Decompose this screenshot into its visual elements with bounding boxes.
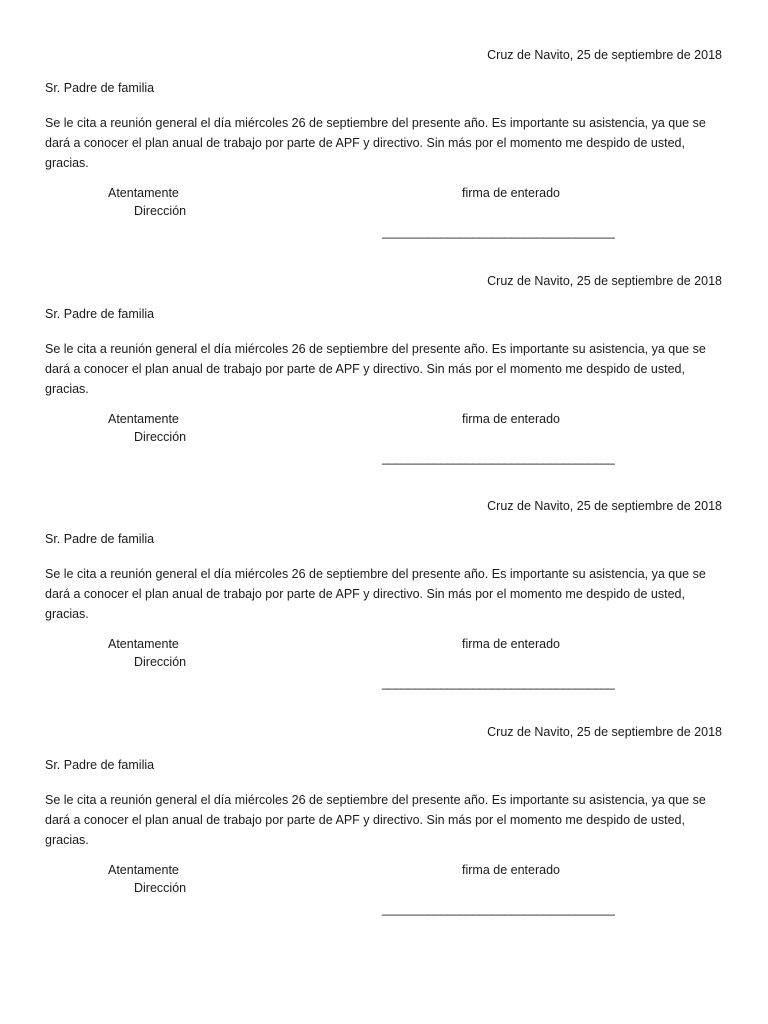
notice-body: Se le cita a reunión general el día miércoles 26 de septiembre del presente año. Es importante su asistencia, ya que se dará a conocer el plan anual de trabajo por parte de APF y directivo. Sin más por el momento me despido de usted, gracias. bbox=[45, 342, 706, 396]
sender: Dirección bbox=[134, 430, 187, 444]
meeting-notice bbox=[0, 498, 768, 724]
date-line: Cruz de Navito, 25 de septiembre de 2018 bbox=[487, 48, 722, 62]
meeting-notice bbox=[0, 47, 768, 273]
notice-body: Se le cita a reunión general el día miércoles 26 de septiembre del presente año. Es importante su asistencia, ya que se dará a conocer el plan anual de trabajo por parte de APF y directivo. Sin más por el momento me despido de usted, gracias. bbox=[45, 116, 706, 170]
closing: Atentamente bbox=[108, 186, 179, 200]
signature-label: firma de enterado bbox=[462, 412, 560, 426]
signature-line: ____________________________________ bbox=[382, 902, 615, 916]
closing: Atentamente bbox=[108, 412, 179, 426]
sender: Dirección bbox=[134, 204, 187, 218]
meeting-notice bbox=[0, 724, 768, 950]
greeting: Sr. Padre de familia bbox=[45, 532, 155, 546]
notice-body: Se le cita a reunión general el día miércoles 26 de septiembre del presente año. Es importante su asistencia, ya que se dará a conocer el plan anual de trabajo por parte de APF y directivo. Sin más por el momento me despido de usted, gracias. bbox=[45, 567, 706, 621]
notice-body: Se le cita a reunión general el día miércoles 26 de septiembre del presente año. Es importante su asistencia, ya que se dará a conocer el plan anual de trabajo por parte de APF y directivo. Sin más por el momento me despido de usted, gracias. bbox=[45, 793, 706, 847]
date-line: Cruz de Navito, 25 de septiembre de 2018 bbox=[487, 274, 722, 288]
greeting: Sr. Padre de familia bbox=[45, 758, 155, 772]
greeting: Sr. Padre de familia bbox=[45, 81, 155, 95]
greeting: Sr. Padre de familia bbox=[45, 307, 155, 321]
meeting-notice bbox=[0, 273, 768, 499]
closing: Atentamente bbox=[108, 637, 179, 651]
signature-label: firma de enterado bbox=[462, 863, 560, 877]
signature-label: firma de enterado bbox=[462, 186, 560, 200]
closing: Atentamente bbox=[108, 863, 179, 877]
signature-label: firma de enterado bbox=[462, 637, 560, 651]
signature-line: ____________________________________ bbox=[382, 225, 615, 239]
sender: Dirección bbox=[134, 655, 187, 669]
signature-line: ____________________________________ bbox=[382, 676, 615, 690]
date-line: Cruz de Navito, 25 de septiembre de 2018 bbox=[487, 499, 722, 513]
date-line: Cruz de Navito, 25 de septiembre de 2018 bbox=[487, 725, 722, 739]
signature-line: ____________________________________ bbox=[382, 451, 615, 465]
sender: Dirección bbox=[134, 881, 187, 895]
